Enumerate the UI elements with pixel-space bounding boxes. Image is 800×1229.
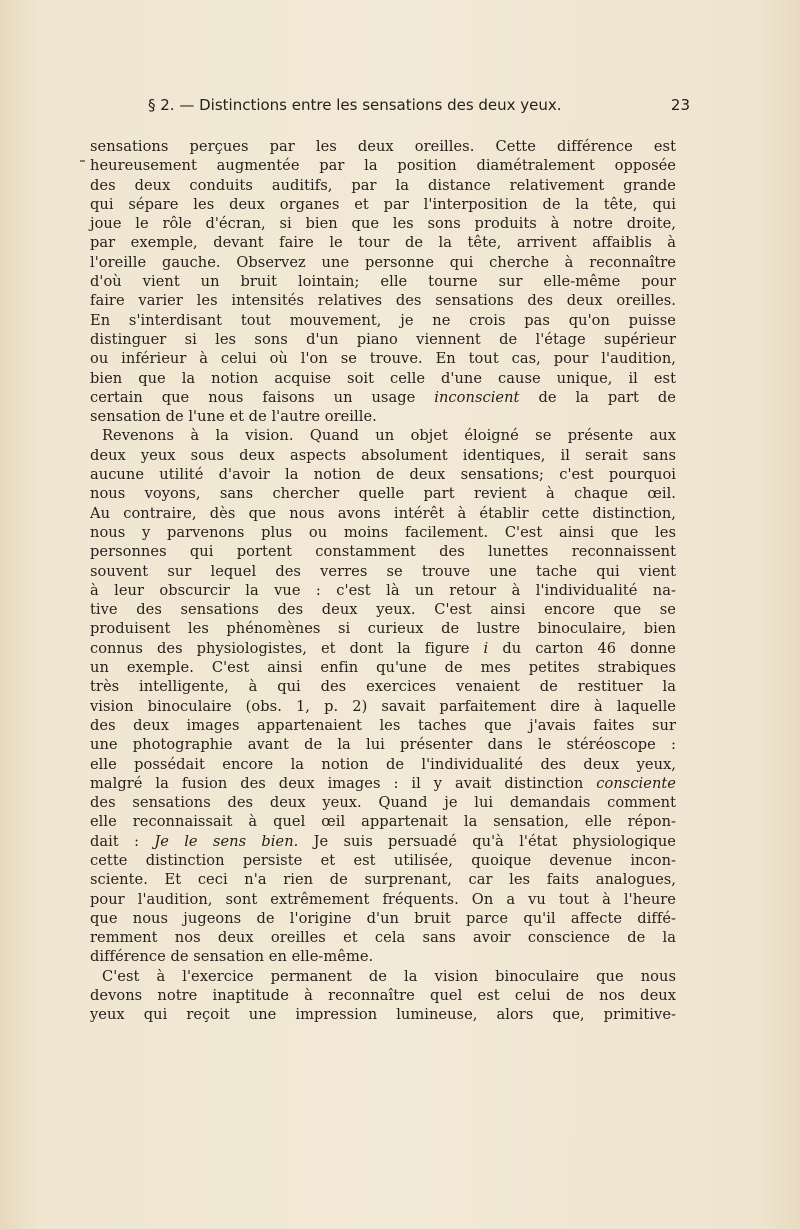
text-line: faire varier les intensités relatives des sensations des deux oreilles.: [90, 292, 676, 310]
text-run: dait :: [90, 832, 140, 850]
text-line: sensation de l'une et de l'autre oreille.: [90, 408, 377, 426]
text-line: personnes qui portent constamment des lunettes reconnaissent: [90, 543, 676, 561]
running-header: [90, 96, 690, 118]
text-run: certain que nous faisons un usage: [90, 388, 416, 406]
text-line: un exemple. C'est ainsi enfin qu'une de mes petites strabiques: [90, 659, 676, 677]
text-line: yeux qui reçoit une impression lumineuse, alors que, primitive-: [90, 1006, 676, 1024]
text-line: qui sépare les deux organes et par l'interposition de la tête, qui: [90, 195, 676, 213]
text-line: produisent les phénomènes si curieux de lustre binoculaire, bien: [90, 620, 676, 638]
text-run: Je suis persuadé qu'à l'état physiologique: [313, 832, 676, 850]
text-line: joue le rôle d'écran, si bien que les sons produits à notre droite,: [90, 215, 676, 233]
header-title: § 2. — Distinctions entre les sensations des deux yeux.: [148, 96, 562, 114]
text-line: cette distinction persiste et est utilisée, quoique devenue incon-: [90, 851, 676, 869]
text-line: ou inférieur à celui où l'on se trouve. En tout cas, pour l'audition,: [90, 350, 676, 368]
text-line: par exemple, devant faire le tour de la tête, arrivent affaiblis à: [90, 234, 676, 252]
text-line: Revenons à la vision. Quand un objet éloigné se présente aux: [102, 427, 676, 445]
text-line: des sensations des deux yeux. Quand je lui demandais comment: [90, 794, 676, 812]
text-line: distinguer si les sons d'un piano viennent de l'étage supérieur: [90, 330, 676, 348]
page-number: 23: [670, 96, 690, 114]
text-line: heureusement augmentée par la position diamétralement opposée: [90, 157, 676, 175]
italic-word: i: [483, 639, 489, 657]
text-run: malgré la fusion des deux images : il y avait distinction: [90, 774, 584, 792]
text-line: sciente. Et ceci n'a rien de surprenant, car les faits analogues,: [90, 871, 676, 889]
text-line: aucune utilité d'avoir la notion de deux sensations; c'est pourquoi: [90, 466, 676, 484]
text-line: C'est à l'exercice permanent de la vision binoculaire que nous: [102, 967, 676, 985]
text-line: l'oreille gauche. Observez une personne qui cherche à reconnaître: [90, 253, 676, 271]
text-line: Au contraire, dès que nous avons intérêt à établir cette distinction,: [90, 504, 676, 522]
text-line: [90, 774, 676, 793]
text-run: de la part de: [538, 388, 676, 406]
text-line: une photographie avant de la lui présenter dans le stéréoscope :: [90, 736, 676, 754]
italic-word: inconscient: [434, 388, 520, 406]
text-line: souvent sur lequel des verres se trouve une tache qui vient: [90, 562, 676, 580]
text-run: connus des physiologistes, et dont la figure: [90, 639, 470, 657]
body-text: [90, 137, 676, 1025]
text-line: que nous jugeons de l'origine d'un bruit parce qu'il affecte diffé-: [90, 909, 676, 927]
text-line: En s'interdisant tout mouvement, je ne crois pas qu'on puisse: [90, 311, 676, 329]
text-line: elle possédait encore la notion de l'individualité des deux yeux,: [90, 755, 676, 773]
margin-mark: [80, 160, 85, 162]
text-line: d'où vient un bruit lointain; elle tourne sur elle-même pour: [90, 273, 676, 291]
text-run: du carton 46 donne: [502, 639, 676, 657]
text-line: vision binoculaire (obs. 1, p. 2) savait parfaitement dire à laquelle: [90, 697, 676, 715]
text-line: très intelligente, à qui des exercices venaient de restituer la: [90, 678, 676, 696]
text-line: des deux conduits auditifs, par la distance relativement grande: [90, 176, 676, 194]
text-line: sensations perçues par les deux oreilles. Cette différence est: [90, 138, 676, 155]
text-line: [90, 388, 676, 407]
text-line: devons notre inaptitude à reconnaître quel est celui de nos deux: [90, 987, 676, 1005]
text-line: elle reconnaissait à quel œil appartenait la sensation, elle répon-: [90, 813, 676, 831]
text-line: remment nos deux oreilles et cela sans avoir conscience de la: [90, 929, 676, 947]
text-line: pour l'audition, sont extrêmement fréquents. On a vu tout à l'heure: [90, 890, 676, 908]
text-line: à leur obscurcir la vue : c'est là un retour à l'individualité na-: [90, 581, 676, 599]
italic-phrase: Je le sens bien.: [154, 832, 299, 850]
text-line: nous voyons, sans chercher quelle part revient à chaque œil.: [90, 485, 676, 503]
text-line: nous y parvenons plus ou moins facilement. C'est ainsi que les: [90, 523, 676, 541]
text-line: [90, 832, 676, 851]
text-line: deux yeux sous deux aspects absolument identiques, il serait sans: [90, 446, 676, 464]
text-line: bien que la notion acquise soit celle d'une cause unique, il est: [90, 369, 676, 387]
italic-word: consciente: [596, 774, 676, 792]
text-line: tive des sensations des deux yeux. C'est ainsi encore que se: [90, 601, 676, 619]
text-line: des deux images appartenaient les taches que j'avais faites sur: [90, 716, 676, 734]
text-line: [90, 639, 676, 658]
text-line: différence de sensation en elle-même.: [90, 948, 374, 966]
